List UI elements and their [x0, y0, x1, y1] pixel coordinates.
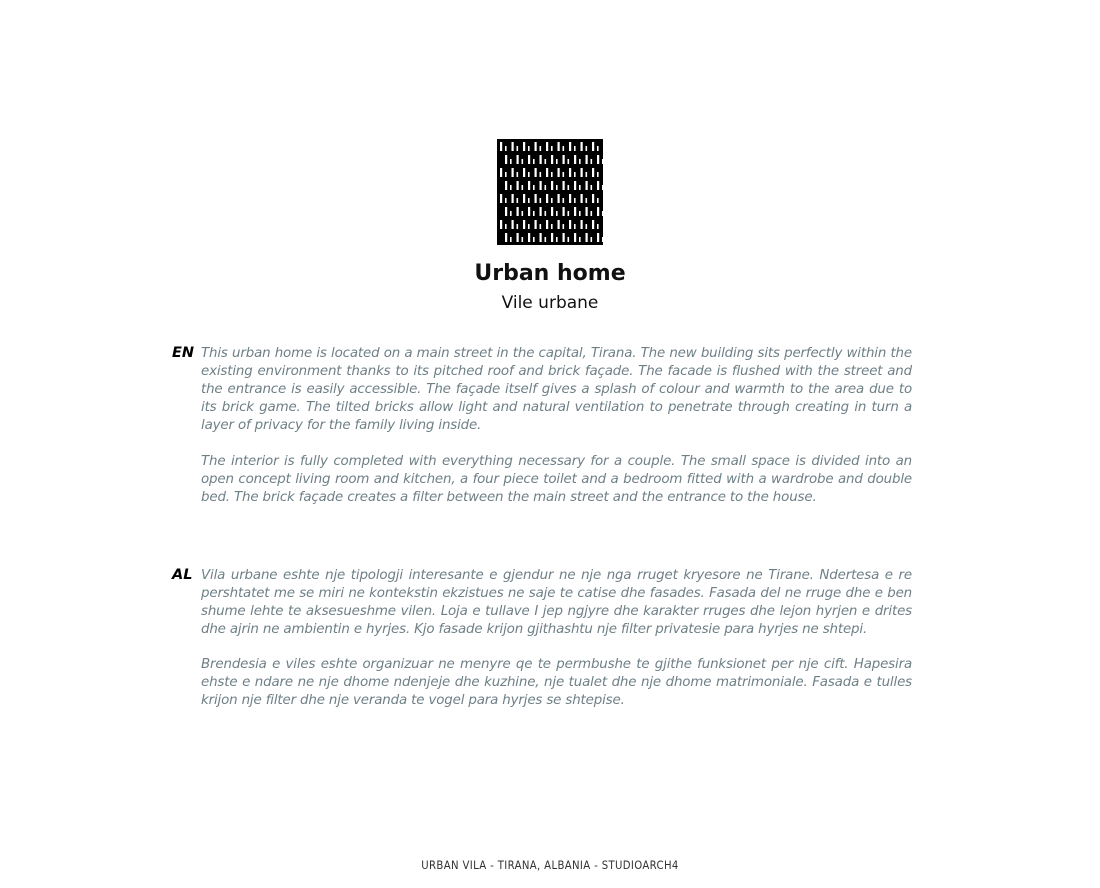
language-tag-al: AL: [172, 567, 193, 583]
en-paragraph-1: This urban home is located on a main street in the capital, Tirana. The new building sits perfectly within the existing environment thanks to its pitched roof and brick façade. The facade is flushed with the street and the entrance is easily accessible. The façade itself gives a splash of colour and warmth to the area due to its brick game. The tilted bricks allow light and natural ventilation to penetrate through creating in turn a layer of privacy for the family living inside.: [201, 346, 912, 433]
en-paragraph-2: The interior is fully completed with everything necessary for a couple. The small space is divided into an open concept living room and kitchen, a four piece toilet and a bedroom fitted with a wardrobe and double bed. The brick façade creates a filter between the main street and the entrance to the house.: [201, 454, 912, 505]
footer-caption: URBAN VILA - TIRANA, ALBANIA - STUDIOARCH4: [421, 858, 679, 872]
page-subtitle: Vile urbane: [501, 293, 599, 313]
page-title: Urban home: [474, 261, 626, 286]
al-paragraph-2: Brendesia e viles eshte organizuar ne menyre qe te permbushe te gjithe funksionet per nje cift. Hapesira ehste e ndare ne nje dhome ndenjeje dhe kuzhine, nje tualet dhe nje dhome matrimoniale. Fasada e tulles krijon nje filter dhe nje veranda te vogel para hyrjes se shtepise.: [201, 657, 912, 708]
brick-pattern-icon: [497, 139, 603, 245]
brick-pattern-graphic: [497, 139, 603, 245]
al-paragraph-1: Vila urbane eshte nje tipologji interesante e gjendur ne nje nga rruget kryesore ne Tirane. Ndertesa e re pershtatet me se miri ne kontekstin ekzistues ne saje te catise dhe fasades. Fasada del ne rruge dhe e ben shume lehte te aksesueshme vilen. Loja e tullave I jep ngjyre dhe karakter rruges dhe lejon hyrjen e drites dhe ajrin ne ambientin e hyrjes. Kjo fasade krijon gjithashtu nje filter privatesie para hyrjes ne shtepi.: [201, 568, 912, 637]
language-tag-en: EN: [172, 345, 195, 361]
